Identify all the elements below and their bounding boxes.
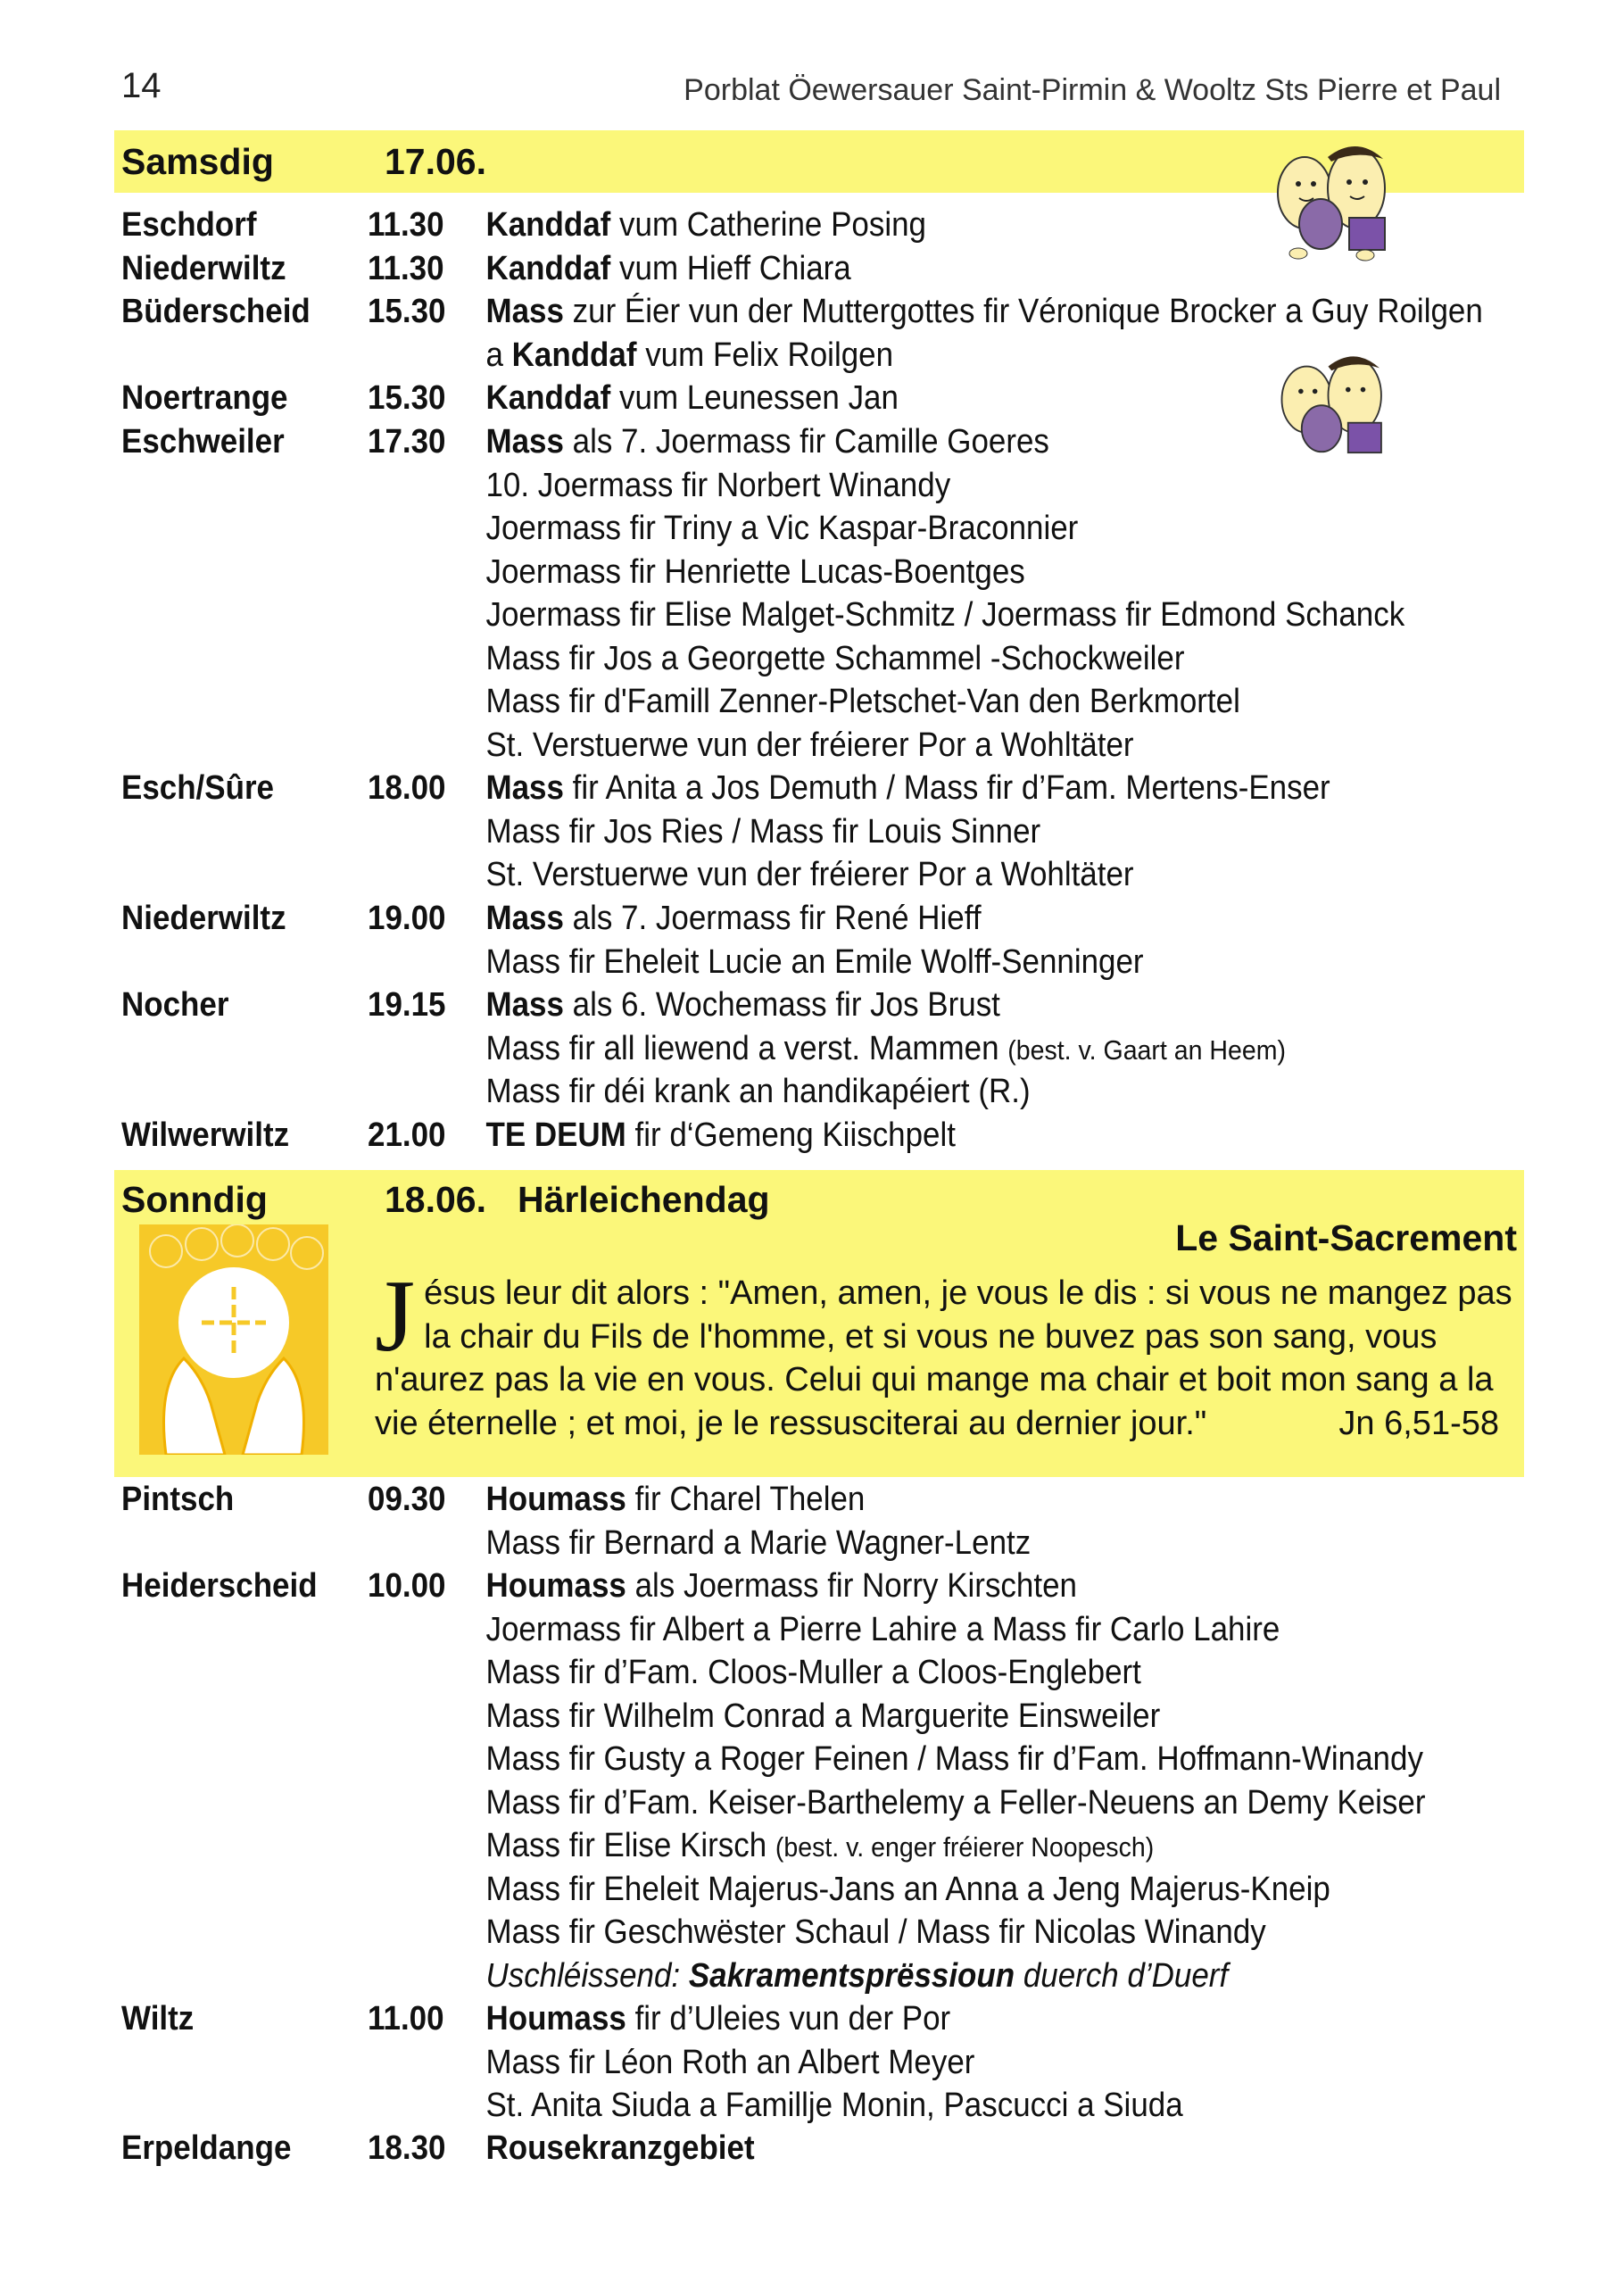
time: 21.00 — [368, 1116, 446, 1154]
time: 11.30 — [368, 250, 444, 287]
place: Eschweiler — [121, 423, 285, 461]
entry-line: Rousekranzgebiet — [485, 2129, 755, 2167]
entry-line: Mass als 7. Joermass fir Camille Goeres — [485, 423, 1049, 461]
feast-title: Härleichendag — [518, 1179, 770, 1220]
eucharist-hands-image — [139, 1224, 328, 1455]
entry-line: a Kanddaf vum Felix Roilgen — [485, 336, 894, 374]
time: 19.15 — [368, 986, 446, 1024]
entry-line: Mass fir Jos Ries / Mass fir Louis Sinner — [485, 812, 1041, 851]
place: Niederwiltz — [121, 900, 286, 937]
entry-line: Kanddaf vum Catherine Posing — [485, 206, 926, 244]
place: Noertrange — [121, 379, 288, 417]
time: 11.00 — [368, 2000, 444, 2037]
entry-line: Mass zur Éier vun der Muttergottes fir Véronique Brocker a Guy Roilgen — [485, 293, 1483, 330]
saturday-date: 17.06. — [385, 141, 486, 182]
entry-line: Mass fir Léon Roth an Albert Meyer — [485, 2043, 975, 2081]
time: 15.30 — [368, 379, 446, 417]
entry-line: Mass fir all liewend a verst. Mammen (best. v. Gaart an Heem) — [485, 1029, 1286, 1067]
place: Heiderscheid — [121, 1567, 318, 1605]
entry-line: TE DEUM fir d‘Gemeng Kiischpelt — [485, 1116, 956, 1154]
place: Eschdorf — [121, 206, 257, 244]
entry-line: Mass fir Elise Kirsch (best. v. enger fréierer Noopesch) — [485, 1827, 1155, 1864]
place: Niederwiltz — [121, 250, 286, 287]
entry-line: St. Anita Siuda a Famillje Monin, Pascucci a Siuda — [485, 2087, 1183, 2124]
place: Wilwerwiltz — [121, 1116, 290, 1154]
baptism-figures-icon — [1267, 139, 1401, 264]
time: 18.00 — [368, 769, 446, 807]
sunday-day-label: Sonndig — [121, 1179, 268, 1220]
time: 11.30 — [368, 206, 444, 244]
entry-line: Mass fir Eheleit Lucie an Emile Wolff-Senninger — [485, 942, 1144, 981]
entry-line: Uschléissend: Sakramentsprëssioun duerch d’Duerf — [485, 1956, 1229, 1995]
entry-line: Mass fir Geschwëster Schaul / Mass fir Nicolas Winandy — [485, 1913, 1266, 1951]
entry-line: Mass fir Eheleit Majerus-Jans an Anna a Jeng Majerus-Kneip — [485, 1870, 1330, 1908]
entry-line: Mass fir Anita a Jos Demuth / Mass fir d’Fam. Mertens-Enser — [485, 769, 1330, 807]
place: Büderscheid — [121, 293, 311, 330]
feast-title-fr: Le Saint-Sacrement — [1175, 1217, 1517, 1258]
sunday-date: 18.06. — [385, 1179, 486, 1220]
entry-line: Mass fir Jos a Georgette Schammel -Schockweiler — [485, 639, 1185, 677]
entry-line: Mass als 6. Wochemass fir Jos Brust — [485, 986, 1000, 1024]
entry-line: Houmass fir Charel Thelen — [485, 1481, 866, 1518]
quote-text: ésus leur dit alors : "Amen, amen, je vous le dis : si vous ne mangez pas la chair du Fils de l'homme, et si vous ne buvez pas son sang, vous n'aurez pas la vie en vous. Celui qui mange ma chair et boit mon sang a la vie éternelle ; et moi, je le ressusciterai au dernier jour." — [375, 1274, 1512, 1442]
entry-line: St. Verstuerwe vun der fréierer Por a Wohltäter — [485, 726, 1134, 764]
entry-line: Joermass fir Henriette Lucas-Boentges — [485, 552, 1025, 591]
entry-line: Mass fir Wilhelm Conrad a Marguerite Einsweiler — [485, 1697, 1161, 1735]
running-title: Porblat Öewersauer Saint-Pirmin & Wooltz Sts Pierre et Paul — [684, 73, 1501, 107]
saturday-day-label: Samsdig — [121, 141, 274, 182]
time: 10.00 — [368, 1567, 446, 1605]
entry-line: Joermass fir Elise Malget-Schmitz / Joermass fir Edmond Schanck — [485, 596, 1405, 634]
place: Nocher — [121, 986, 229, 1024]
time: 15.30 — [368, 293, 446, 330]
entry-line: Mass fir déi krank an handikapéiert (R.) — [485, 1073, 1031, 1110]
entry-line: Mass fir d’Fam. Cloos-Muller a Cloos-Englebert — [485, 1654, 1141, 1691]
quote-dropcap: J — [375, 1259, 416, 1374]
time: 17.30 — [368, 423, 446, 461]
entry-line: 10. Joermass fir Norbert Winandy — [485, 466, 951, 504]
entry-line: Kanddaf vum Leunessen Jan — [485, 379, 899, 417]
entry-line: Kanddaf vum Hieff Chiara — [485, 250, 851, 287]
time: 09.30 — [368, 1481, 446, 1518]
time: 18.30 — [368, 2129, 446, 2167]
place: Wiltz — [121, 2000, 195, 2037]
entry-line: Mass als 7. Joermass fir René Hieff — [485, 900, 982, 937]
place: Esch/Sûre — [121, 769, 275, 807]
entry-line: Mass fir d’Fam. Keiser-Barthelemy a Feller-Neuens an Demy Keiser — [485, 1783, 1426, 1822]
entry-line: Houmass als Joermass fir Norry Kirschten — [485, 1567, 1077, 1605]
gospel-quote — [375, 1259, 1517, 1445]
quote-reference: Jn 6,51-58 — [1338, 1404, 1499, 1442]
entry-line: Mass fir d'Famill Zenner-Pletschet-Van den Berkmortel — [485, 683, 1240, 720]
entry-line: St. Verstuerwe vun der fréierer Por a Wohltäter — [485, 856, 1134, 893]
page-number: 14 — [121, 66, 162, 105]
entry-line: Mass fir Bernard a Marie Wagner-Lentz — [485, 1523, 1032, 1562]
entry-line: Mass fir Gusty a Roger Feinen / Mass fir d’Fam. Hoffmann-Winandy — [485, 1740, 1423, 1778]
place: Pintsch — [121, 1481, 235, 1518]
entry-line: Joermass fir Triny a Vic Kaspar-Braconnier — [485, 510, 1079, 547]
time: 19.00 — [368, 900, 446, 937]
entry-line: Houmass fir d’Uleies vun der Por — [485, 2000, 951, 2037]
entry-line: Joermass fir Albert a Pierre Lahire a Mass fir Carlo Lahire — [485, 1610, 1280, 1648]
place: Erpeldange — [121, 2129, 292, 2167]
